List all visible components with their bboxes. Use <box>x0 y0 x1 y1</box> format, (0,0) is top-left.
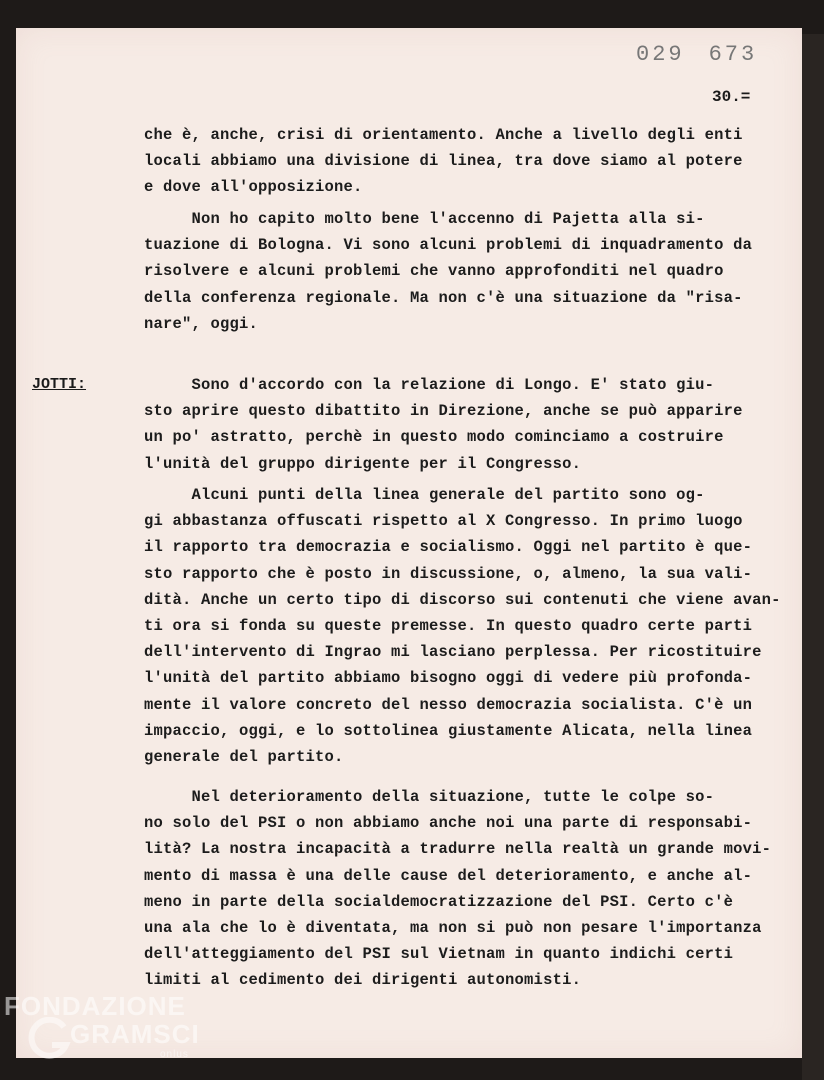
text-line: dell'atteggiamento del PSI sul Vietnam in quanto indichi certi <box>144 945 734 964</box>
archive-stamp <box>636 42 781 67</box>
paragraph-5 <box>144 784 784 994</box>
text-line: gi abbastanza offuscati rispetto al X Congresso. In primo luogo <box>144 512 743 531</box>
text-line: generale del partito. <box>144 748 344 767</box>
paragraph-2 <box>144 206 784 337</box>
text-line: impaccio, oggi, e lo sottolinea giustamente Alicata, nella linea <box>144 721 753 740</box>
text-line: Non ho capito molto bene l'accenno di Pajetta alla si- <box>144 210 705 228</box>
paragraph-3 <box>144 372 784 477</box>
text-line: no solo del PSI o non abbiamo anche noi una parte di responsabi- <box>144 814 753 833</box>
stamp-number-a: 029 <box>636 42 685 67</box>
text-line: l'unità del partito abbiamo bisogno oggi di vedere più profonda- <box>144 669 753 688</box>
text-line: mente il valore concreto del nesso democrazia socialista. C'è un <box>144 695 753 714</box>
watermark-line-1: FONDAZIONE <box>4 991 186 1021</box>
text-line: risolvere e alcuni problemi che vanno approfonditi nel quadro <box>144 262 724 281</box>
stamp-number-b: 673 <box>708 42 758 67</box>
text-line: Alcuni punti della linea generale del partito sono og- <box>144 486 705 504</box>
text-line: e dove all'opposizione. <box>144 178 363 197</box>
text-line: della conferenza regionale. Ma non c'è una situazione da "risa- <box>144 288 743 307</box>
text-line: l'unità del gruppo dirigente per il Congresso. <box>144 454 582 473</box>
text-line: dell'intervento di Ingrao mi lasciano perplessa. Per ricostituire <box>144 643 762 662</box>
text-line: tuazione di Bologna. Vi sono alcuni problemi di inquadramento da <box>144 236 753 255</box>
text-line: Nel deterioramento della situazione, tutte le colpe so- <box>144 788 715 806</box>
text-line: sto aprire questo dibattito in Direzione, anche se può apparire <box>144 402 743 421</box>
text-line: Sono d'accordo con la relazione di Longo. E' stato giu- <box>144 376 715 394</box>
text-line: una ala che lo è diventata, ma non si può non pesare l'importanza <box>144 919 762 938</box>
text-line: il rapporto tra democrazia e socialismo. Oggi nel partito è que- <box>144 538 753 557</box>
text-line: meno in parte della socialdemocratizzazione del PSI. Certo c'è <box>144 892 734 911</box>
watermark-sub: onlus <box>160 1049 189 1060</box>
text-line: dità. Anche un certo tipo di discorso sui contenuti che viene avan- <box>144 590 781 609</box>
text-line: limiti al cedimento dei dirigenti autonomisti. <box>144 971 582 990</box>
text-line: lità? La nostra incapacità a tradurre nella realtà un grande movi- <box>144 840 772 859</box>
text-line: locali abbiamo una divisione di linea, tra dove siamo al potere <box>144 152 743 171</box>
text-line: nare", oggi. <box>144 314 259 333</box>
text-line: sto rapporto che è posto in discussione, o, almeno, la sua vali- <box>144 564 753 583</box>
text-line: mento di massa è una delle cause del deterioramento, e anche al- <box>144 866 753 885</box>
speaker-label: JOTTI: <box>32 376 87 393</box>
watermark-line-2: GRAMSCI <box>70 1019 200 1049</box>
text-line: un po' astratto, perchè in questo modo cominciamo a costruire <box>144 428 724 447</box>
text-line: che è, anche, crisi di orientamento. Anche a livello degli enti <box>144 126 743 144</box>
paragraph-1 <box>144 122 784 201</box>
text-line: ti ora si fonda su queste premesse. In questo quadro certe parti <box>144 617 753 636</box>
page-edge-shadow <box>802 34 824 1080</box>
paragraph-4 <box>144 482 784 770</box>
page-number: 30.= <box>712 88 751 106</box>
